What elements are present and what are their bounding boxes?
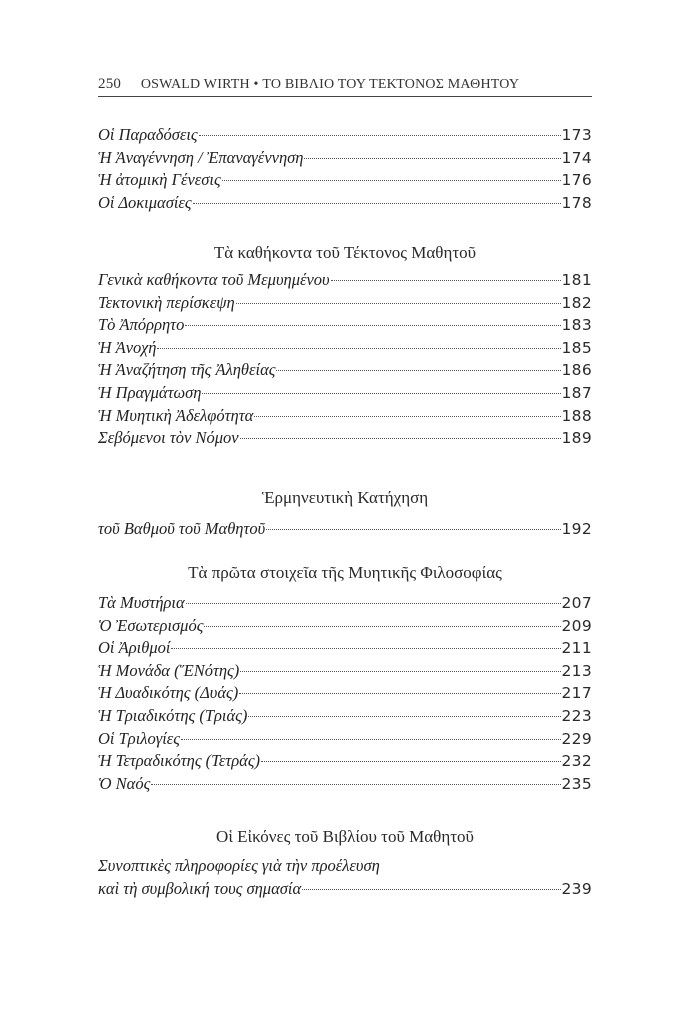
dot-leader	[304, 158, 560, 159]
dot-leader	[185, 325, 560, 326]
entry-page-number: 207	[561, 594, 592, 612]
entry-title: Ἡ Τριαδικότης (Τριάς)	[98, 705, 248, 725]
dot-leader	[240, 671, 560, 672]
toc-entry[interactable]	[98, 682, 592, 705]
dot-leader	[181, 739, 561, 740]
toc-entry[interactable]	[98, 637, 592, 660]
entry-title: Ἡ ἀτομικὴ Γένεσις	[98, 170, 221, 190]
entry-title: Ἡ Τετραδικότης (Τετράς)	[98, 751, 261, 771]
dot-leader	[276, 370, 560, 371]
entry-title-line1: Συνοπτικὲς πληροφορίες γιὰ τὴν προέλευση	[98, 856, 380, 875]
entry-title: Γενικὰ καθήκοντα τοῦ Μεμυημένου	[98, 270, 330, 289]
dot-leader	[151, 784, 560, 785]
entry-page-number: 183	[561, 316, 592, 335]
dot-leader	[186, 603, 561, 604]
entry-title: καὶ τὴ συμβολική τους σημασία	[98, 878, 302, 898]
toc-entry-line1[interactable]	[98, 855, 592, 878]
toc-entry[interactable]	[98, 192, 592, 215]
dot-leader	[193, 203, 561, 204]
entry-page-number: 187	[561, 383, 592, 402]
entry-title: Τὸ Ἀπόρρητο	[98, 315, 185, 335]
toc-section	[98, 825, 592, 900]
toc-entry[interactable]	[98, 427, 592, 450]
entry-title: Ἡ Ἀναγέννηση / Ἐπαναγέννηση	[98, 147, 304, 167]
dot-leader	[157, 348, 560, 349]
entry-page-number: 239	[561, 879, 592, 898]
entry-page-number: 182	[561, 293, 592, 312]
toc-entry[interactable]	[98, 728, 592, 751]
entry-page-number: 173	[561, 126, 592, 144]
entry-page-number: 176	[561, 171, 592, 190]
section-heading: Οἱ Εἰκόνες τοῦ Βιβλίου τοῦ Μαθητοῦ	[216, 827, 474, 846]
toc-entry[interactable]	[98, 124, 592, 147]
entry-title: Ὁ Ναός	[98, 773, 151, 793]
toc-entry[interactable]	[98, 518, 592, 541]
dot-leader	[222, 180, 561, 181]
toc-entry[interactable]	[98, 660, 592, 683]
entry-title: Οἱ Τριλογίες	[98, 728, 180, 748]
dot-leader	[236, 303, 561, 304]
toc-section	[98, 241, 592, 450]
toc-section	[98, 124, 592, 214]
entry-title: Οἱ Παραδόσεις	[98, 125, 198, 144]
dot-leader	[202, 393, 560, 394]
entry-title: Ἡ Μονάδα (ἝΝότης)	[98, 660, 240, 680]
entry-page-number: 188	[561, 406, 592, 425]
toc-entry[interactable]	[98, 750, 592, 773]
running-head-title: OSWALD WIRTH • ΤΟ ΒΙΒΛΙΟ ΤΟΥ ΤΕΚΤΟΝΟΣ ΜΑΘΗΤΟΥ	[140, 77, 520, 92]
dot-leader	[248, 716, 560, 717]
entry-title: Τὰ Μυστήρια	[98, 593, 185, 612]
toc-entry[interactable]	[98, 147, 592, 170]
dot-leader	[261, 761, 560, 762]
entry-title: τοῦ Βαθμοῦ τοῦ Μαθητοῦ	[98, 519, 266, 538]
entry-page-number: 217	[561, 684, 592, 703]
entry-title: Ἡ Ἀναζήτηση τῆς Ἀληθείας	[98, 360, 276, 380]
toc-entry[interactable]	[98, 359, 592, 382]
entry-page-number: 213	[561, 661, 592, 680]
section-heading: Τὰ πρῶτα στοιχεῖα τῆς Μυητικῆς Φιλοσοφίας	[188, 563, 502, 582]
toc-entry[interactable]	[98, 382, 592, 405]
section-heading: Ἑρμηνευτικὴ Κατήχηση	[261, 488, 429, 507]
toc-entry[interactable]	[98, 314, 592, 337]
dot-leader	[254, 416, 560, 417]
toc-entry[interactable]	[98, 705, 592, 728]
entry-page-number: 185	[561, 338, 592, 357]
dot-leader	[302, 889, 560, 890]
entry-page-number: 186	[561, 361, 592, 380]
entry-page-number: 189	[561, 429, 592, 448]
toc-entry[interactable]	[98, 615, 592, 638]
toc-entry[interactable]	[98, 169, 592, 192]
entry-page-number: 235	[561, 774, 592, 793]
toc-entry[interactable]	[98, 405, 592, 428]
toc-section	[98, 486, 592, 541]
entry-title: Οἱ Ἀριθμοί	[98, 638, 171, 658]
dot-leader	[240, 438, 561, 439]
entry-page-number: 181	[561, 271, 592, 289]
entry-title: Ἡ Δυαδικότης (Δυάς)	[98, 683, 239, 703]
entry-page-number: 229	[561, 729, 592, 748]
entry-title: Ὁ Ἐσωτερισμός	[98, 615, 204, 635]
toc-entry[interactable]	[98, 292, 592, 315]
entry-title: Σεβόμενοι τὸν Νόμον	[98, 428, 239, 448]
dot-leader	[199, 135, 561, 136]
entry-title: Ἡ Ἀνοχή	[98, 337, 157, 357]
folio-page-number: 250	[98, 76, 122, 92]
toc-entry[interactable]	[98, 878, 592, 901]
entry-page-number: 211	[561, 639, 592, 658]
entry-page-number: 174	[561, 148, 592, 167]
toc-section	[98, 561, 592, 795]
entry-page-number: 232	[561, 752, 592, 771]
entry-page-number: 209	[561, 616, 592, 635]
dot-leader	[171, 648, 560, 649]
entry-page-number: 178	[561, 193, 592, 212]
entry-page-number: 192	[561, 520, 592, 538]
entry-title: Τεκτονικὴ περίσκεψη	[98, 292, 235, 312]
toc-entry[interactable]	[98, 773, 592, 796]
dot-leader	[331, 280, 561, 281]
dot-leader	[239, 693, 560, 694]
entry-page-number: 223	[561, 706, 592, 725]
entry-title: Ἡ Πραγμάτωση	[98, 382, 202, 402]
dot-leader	[204, 626, 560, 627]
section-heading: Τὰ καθήκοντα τοῦ Τέκτονος Μαθητοῦ	[213, 243, 477, 262]
toc-entry[interactable]	[98, 337, 592, 360]
running-head	[98, 76, 592, 97]
toc-entry[interactable]	[98, 269, 592, 292]
entry-title: Οἱ Δοκιμασίες	[98, 192, 192, 212]
dot-leader	[266, 529, 560, 530]
entry-title: Ἡ Μυητικὴ Ἀδελφότητα	[98, 405, 254, 425]
toc-entry[interactable]	[98, 592, 592, 615]
